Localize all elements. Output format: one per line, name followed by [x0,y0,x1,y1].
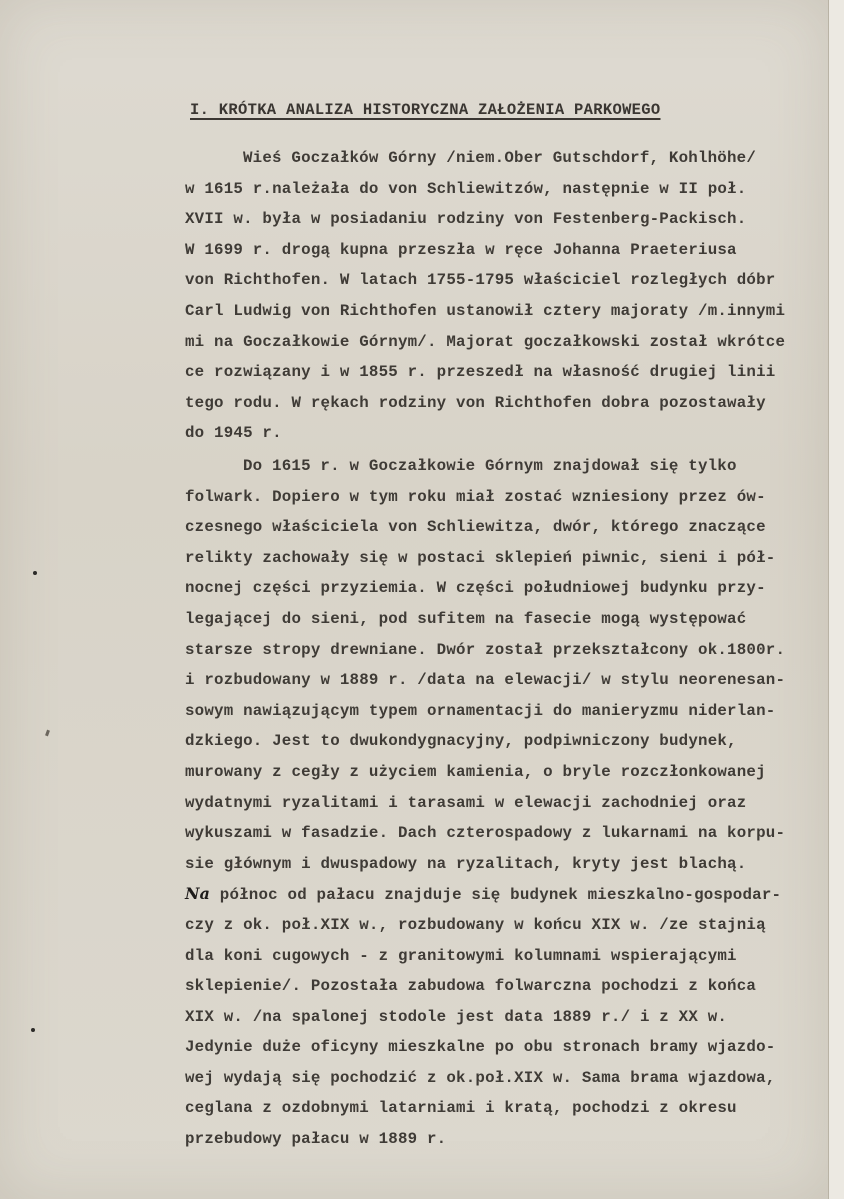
text-line-rest: północ od pałacu znajduje się budynek mieszkalno-gospodar- [219,886,782,905]
paragraph-1 [185,143,827,449]
handwritten-correction: Na [185,884,211,904]
text-line: ce rozwiązany i w 1855 r. przeszedł na własność drugiej linii [185,363,776,382]
text-line: wej wydają się pochodzić z ok.poł.XIX w. Sama brama wjazdowa, [185,1068,776,1087]
text-line: Do 1615 r. w Goczałkowie Górnym znajdował się tylko [243,457,737,475]
margin-mark [45,730,50,737]
text-line: von Richthofen. W latach 1755-1795 właściciel rozległych dóbr [185,271,776,290]
text-line: i rozbudowany w 1889 r. /data na elewacji/ w stylu neorenesan- [185,671,786,690]
section-title: I. KRÓTKA ANALIZA HISTORYCZNA ZAŁOŻENIA PARKOWEGO [190,101,661,119]
text-line: XVII w. była w posiadaniu rodziny von Festenberg-Packisch. [185,210,747,229]
text-line: folwark. Dopiero w tym roku miał zostać wzniesiony przez ów- [185,487,766,506]
text-line: tego rodu. W rękach rodziny von Richthofen dobra pozostawały [185,393,766,412]
text-line: Carl Ludwig von Richthofen ustanowił cztery majoraty /m.innymi [185,301,786,320]
text-line-with-handwriting [185,879,827,910]
text-line: wykuszami w fasadzie. Dach czterospadowy z lukarnami na korpu- [185,824,786,843]
text-line: przebudowy pałacu w 1889 r. [185,1130,447,1149]
page-edge [828,0,844,1199]
text-line: sie głównym i dwuspadowy na ryzalitach, kryty jest blachą. [185,854,747,873]
margin-dot [31,1028,35,1032]
text-line: W 1699 r. drogą kupna przeszła w ręce Johanna Praeteriusa [185,240,737,259]
text-line: XIX w. /na spalonej stodole jest data 1889 r./ i z XX w. [185,1007,728,1026]
text-line: relikty zachowały się w postaci sklepień piwnic, sieni i pół- [185,548,776,567]
margin-dot [33,571,37,575]
text-line: sklepienie/. Pozostała zabudowa folwarczna pochodzi z końca [185,977,757,996]
text-line: Wieś Goczałków Górny /niem.Ober Gutschdorf, Kohlhöhe/ [243,149,757,167]
text-line: dzkiego. Jest to dwukondygnacyjny, podpiwniczony budynek, [185,732,737,751]
text-line: legającej do sieni, pod sufitem na fasecie mogą występować [185,609,747,628]
text-line: czesnego właściciela von Schliewitza, dwór, którego znaczące [185,518,766,537]
text-line: mi na Goczałkowie Górnym/. Majorat goczałkowski został wkrótce [185,332,786,351]
text-line: w 1615 r.należała do von Schliewitzów, następnie w II poł. [185,179,747,198]
text-line: ceglana z ozdobnymi latarniami i kratą, pochodzi z okresu [185,1099,737,1118]
text-line: do 1945 r. [185,424,282,443]
text-line: Jedynie duże oficyny mieszkalne po obu stronach bramy wjazdo- [185,1038,776,1057]
paragraph-2 [185,451,827,1155]
text-line: dla koni cugowych - z granitowymi kolumnami wspierającymi [185,946,737,965]
text-line: nocnej części przyziemia. W części południowej budynku przy- [185,579,766,598]
text-line: wydatnymi ryzalitami i tarasami w elewacji zachodniej oraz [185,793,747,812]
text-line: murowany z cegły z użyciem kamienia, o bryle rozczłonkowanej [185,762,766,781]
text-line: starsze stropy drewniane. Dwór został przekształcony ok.1800r. [185,640,786,659]
text-line: sowym nawiązującym typem ornamentacji do manieryzmu niderlan- [185,701,776,720]
text-line: czy z ok. poł.XIX w., rozbudowany w końcu XIX w. /ze stajnią [185,915,766,934]
